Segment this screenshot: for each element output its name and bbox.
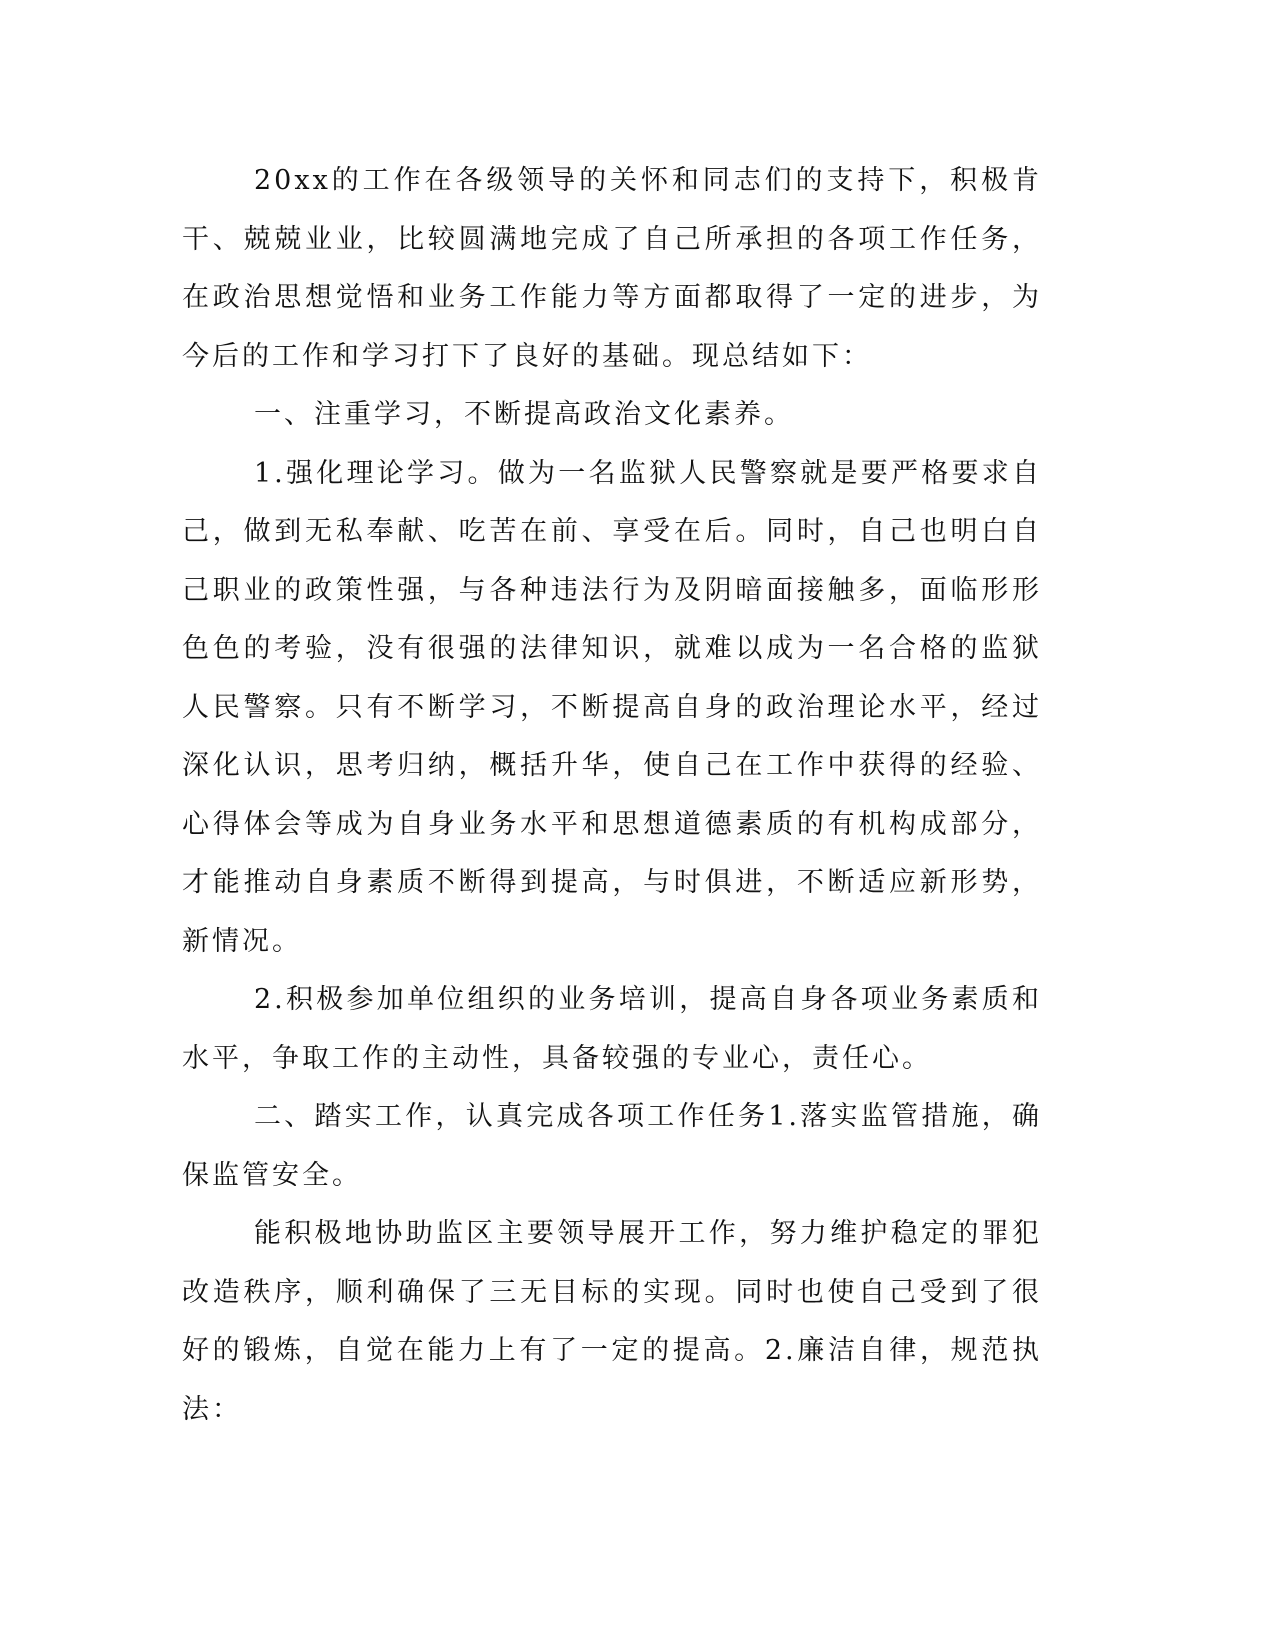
paragraph-training: 2.积极参加单位组织的业务培训，提高自身各项业务素质和水平，争取工作的主动性，具备较强的专业心，责任心。 <box>182 984 1042 1074</box>
section-heading-work: 二、踏实工作，认真完成各项工作任务1.落实监管措施，确保监管安全。 <box>182 1101 1042 1191</box>
paragraph-assist-leadership: 能积极地协助监区主要领导展开工作，努力维护稳定的罪犯改造秩序，顺利确保了三无目标的实现。同时也使自己受到了很好的锻炼，自觉在能力上有了一定的提高。2.廉洁自律，规范执法： <box>182 1218 1042 1425</box>
paragraph-theory-study: 1.强化理论学习。做为一名监狱人民警察就是要严格要求自己，做到无私奉献、吃苦在前、享受在后。同时，自己也明白自己职业的政策性强，与各种违法行为及阴暗面接触多，面临形形色色的考验，没有很强的法律知识，就难以成为一名合格的监狱人民警察。只有不断学习，不断提高自身的政治理论水平，经过深化认识，思考归纳，概括升华，使自己在工作中获得的经验、心得体会等成为自身业务水平和思想道德素质的有机构成部分，才能推动自身素质不断得到提高，与时俱进，不断适应新形势，新情况。 <box>182 457 1042 957</box>
paragraph-intro: 20xx的工作在各级领导的关怀和同志们的支持下，积极肯干、兢兢业业，比较圆满地完成了自己所承担的各项工作任务，在政治思想觉悟和业务工作能力等方面都取得了一定的进步，为今后的工作和学习打下了良好的基础。现总结如下： <box>182 165 1042 372</box>
section-heading-study: 一、注重学习，不断提高政治文化素养。 <box>254 399 794 430</box>
document-body <box>182 152 1042 1439</box>
